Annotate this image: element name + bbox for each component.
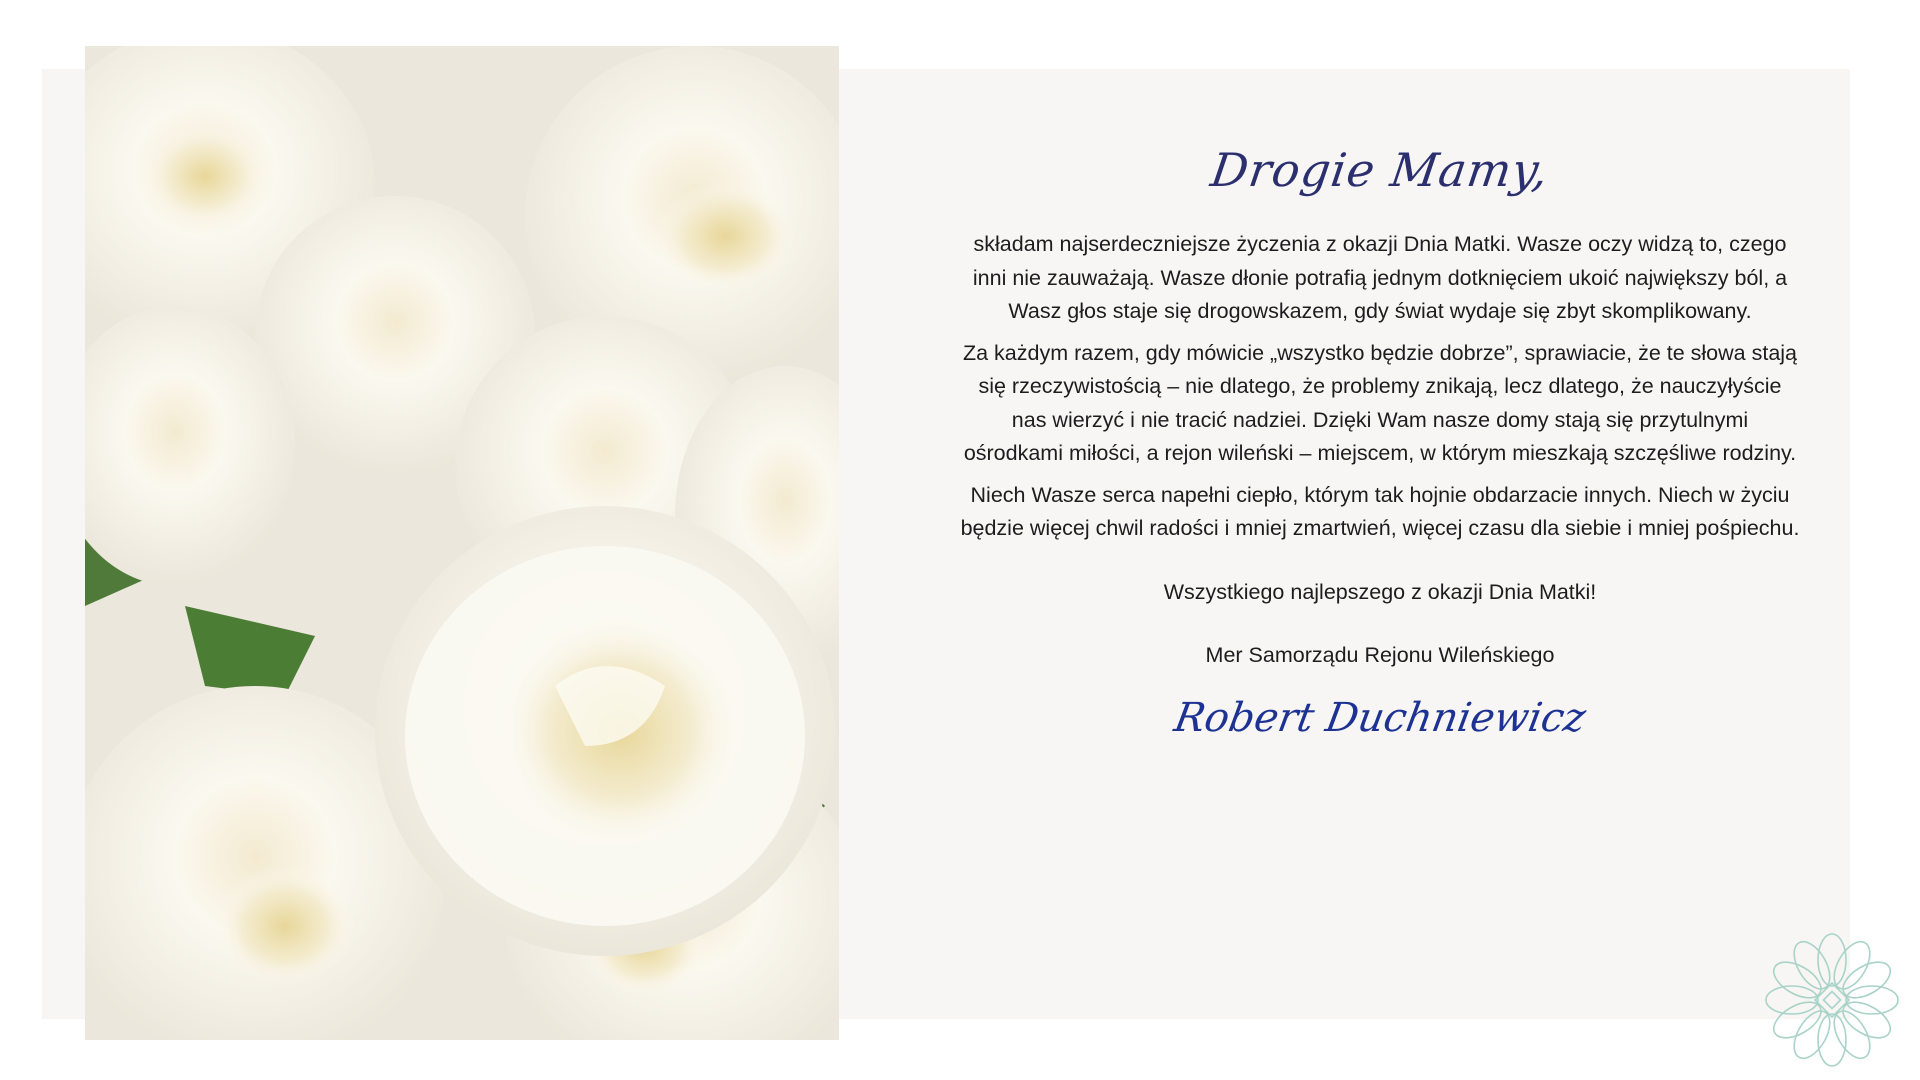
closing-wish: Wszystkiego najlepszego z okazji Dnia Matki! xyxy=(1163,579,1597,604)
sender-title: Mer Samorządu Rejonu Wileńskiego xyxy=(1205,643,1555,667)
peony-illustration xyxy=(85,46,839,1040)
paragraph-1: składam najserdeczniejsze życzenia z okazji Dnia Matki. Wasze oczy widzą to, czego inni nie zauważają. Wasze dłonie potrafią jednym dotknięciem ukoić największy ból, a Wasz głos staje się drogowskazem, gdy świat wydaje się zbyt skomplikowany. xyxy=(972,232,1788,323)
letter xyxy=(960,140,1800,741)
flower-outline-icon xyxy=(1762,930,1902,1070)
salutation: Drogie Mamy, xyxy=(1207,143,1553,197)
signature: Robert Duchniewicz xyxy=(1170,694,1590,741)
paragraph-3: Niech Wasze serca napełni ciepło, którym tak hojnie obdarzacie innych. Niech w życiu będzie więcej chwil radości i mniej zmartwień, więcej czasu dla siebie i mniej pośpiechu. xyxy=(960,482,1800,540)
peony-photo xyxy=(85,46,839,1040)
paragraph-2: Za każdym razem, gdy mówicie „wszystko będzie dobrze”, sprawiacie, że te słowa stają się rzeczywistością – nie dlatego, że problemy znikają, lecz dlatego, że nauczyłyście nas wierzyć i nie tracić nadziei. Dzięki Wam nasze domy stają się przytulnymi ośrodkami miłości, a rejon wileński – miejscem, w którym mieszkają szczęśliwe rodziny. xyxy=(962,340,1798,465)
